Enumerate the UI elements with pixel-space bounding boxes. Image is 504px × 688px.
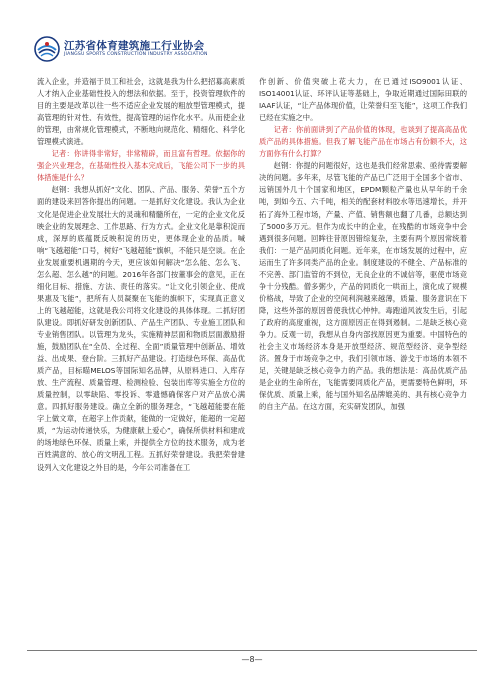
paragraph: 流入企业，并造福于员工和社会，这就是我为什么把招募高素质人才纳入企业基础性投入的想法和依据。至于，投资管理软件的目的主要是改革以往一些不适应企业发展的粗放型管理模式，提高管理的针对性、有效性，提高管理的运作化水平。从而使企业的管理，由常规化管理模式，不断地向规范化、精细化、科学化管理模式演进。 — [37, 77, 245, 147]
paragraph: 赵钢：你提的问题很好，这也是我们经常思索、亟待需要解决的问题。多年来，尽管飞能的产品已广泛用于全国多个省市、远销国外几十个国家和地区，EPDM颗粒产量也从早年的千余吨，到如今五、六千吨，相关的配套材料胶水等迅速增长，并开拓了海外工程市场，产量、产值、销售额也翻了几番，总额达到了5000多万元。但作为成长中的企业，在残酷的市场竞争中会遇到很多问题。回眸往昔原因错综复杂，主要有两个原因常统着我们：一是产品同质化问题。近年来，在市场发展的过程中，应运而生了许多同类产品的企业。制度建设的不健全、产品标准的不完善、部门监管的不到位，无良企业的不诚信等，驱使市场竞争十分残酷。僧多粥少，产品的同质化一哄而上，演化成了规模价格战，导致了企业的空间利润越来越薄，质量、服务意识在下降，这些外部的原因曾使我忧心忡忡。毒跑道风波发生后，引起了政府的高度重视，这方面原因正在得到遏制。二是缺乏核心竞争力。反观一切，我想从自身内部找原因更为重要。中国特色的社会主义市场经济本身是开放型经济、规范型经济、竞争型经济。置身于市场竞争之中，我们引领市场、游戈于市场的本领不足，关键是缺乏核心竞争力的产品。我的想法是：高品优质产品是企业的生命所在，飞能需要同质化产品，更需要特色鲜明，环保优质、质量上乘，能与国外知名品牌媲美的、具有核心竞争力的自主产品。在这方面，充实研发团队，加强 — [259, 161, 467, 412]
right-text-column — [259, 76, 467, 413]
association-logo-icon — [34, 36, 60, 62]
association-name: 江苏省体育建筑施工行业协会 — [64, 40, 205, 52]
footer-divider — [27, 650, 477, 651]
reporter-question: 记者：你讲得非常好，非常精辟，而且富有哲理。依据你的强企兴业理念，在基础性投入基本完成后，飞能公司下一步的具体措施是什么？ — [37, 149, 245, 183]
paragraph: 作创新、价值突破上花大力，在已通过ISO9001认证、ISO14001认证、环评认证等基础上，争取近期通过国际田联的IAAF认证，“让产品体现价值，让荣誉归至飞能”，这项工作我们已经在实施之中。 — [259, 77, 467, 123]
association-name-english: JIANGSU SPORTS CONSTRUCTION INDUSTRY ASSOCIATION — [64, 52, 208, 57]
page-number: —8— — [241, 655, 263, 664]
page-header — [0, 0, 504, 66]
paragraph: 赵钢：我想从抓好“文化、团队、产品、服务、荣誉”五个方面的建设来回答你提出的问题。一是抓好文化建设。我认为企业文化是促进企业发展壮大的灵魂和精髓所在，一定的企业文化反映企业的发展理念、工作思路、行为方式。企业文化是靠积淀而成，深厚的底蕴既反映积淀的历史，更体现企业的品质。喊响“飞越超能”口号，树好“飞越超能”旗帜，不能只是空谈。在企业发展重要机遇期的今天，更应该如何解决“怎么能、怎么飞、怎么超、怎么越”的问题。2016年各部门按董事会的意见，正在细化目标、措施、方法、责任的落实。“让文化引领企业、使成果惠及飞能”，把所有人员凝聚在飞能的旗帜下，实现真正意义上的飞越超能，这就是我公司将文化建设的具体体现。二抓好团队建设。即抓好研发创新团队、产品生产团队、专业施工团队和专业销售团队。以管理为龙头，实施精神层面和物质层面激励措施，鼓励团队在“全员、全过程、全面”质量管理中创新品、增效益、出成果、登台阶。三抓好产品建设。打造绿色环保、高品优质产品，目标瞄MELOS等国际知名品牌，从原料进口、入库存放、生产流程、质量管理、检测检验、包装出库等实施全方位的质量控制，以零缺陷、零投诉、零遗憾确保客户对产品放心满意。四抓好服务建设。确立全新的服务理念，“飞越超能要在能字上做文章，在超字上作贡献，能做的一定做好，能超的一定超质，“为运动传递快乐，为健康献上爱心”，确保所供材料和建成的场地绿色环保、质量上乘，并提供全方位的技术服务，成为老百姓满意的、放心的文明乱工程。五抓好荣誉建设。我把荣誉建设列入文化建设之外目的是，今年公司准备在工 — [37, 185, 245, 472]
left-text-column — [37, 76, 245, 474]
reporter-question: 记者：你前面讲到了产品价值的体现，也谈到了提高高品优质产品的具体措施。但我了解飞能产品在市场占有份额不大，这方面你有什么打算？ — [259, 125, 467, 159]
